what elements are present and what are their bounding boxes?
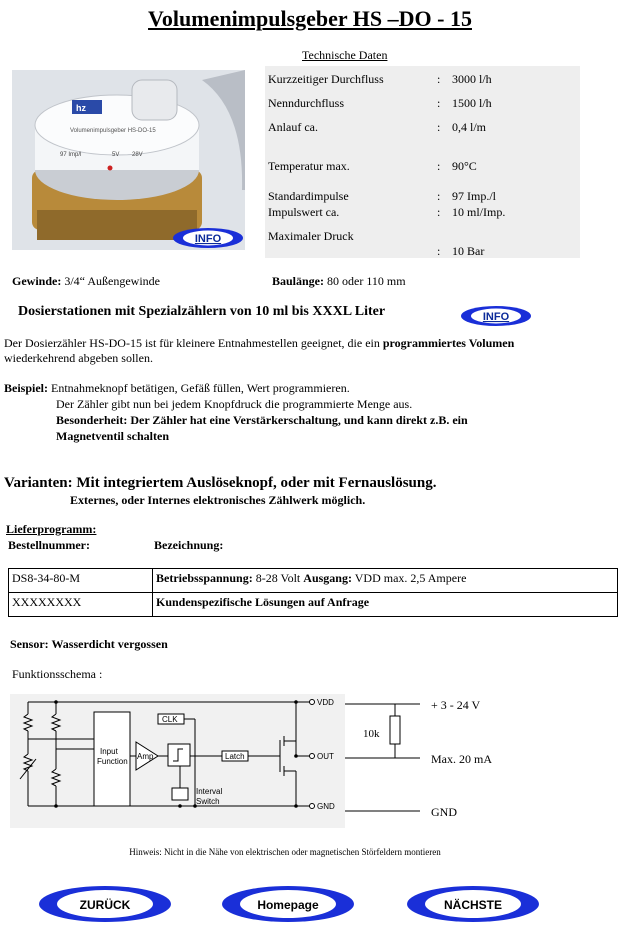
beispiel-line-2: Der Zähler gibt nun bei jedem Knopfdruck die programmierte Menge aus.: [56, 397, 413, 411]
gewinde-label: Gewinde:: [12, 274, 62, 288]
spec-colon: :: [437, 72, 441, 86]
order-table: [8, 568, 618, 617]
spec-label: Standardimpulse: [268, 189, 349, 203]
varianten-line-1: Varianten: Mit integriertem Auslöseknopf, oder mit Fernauslösung.: [4, 475, 437, 491]
intro-paragraph: [4, 336, 604, 366]
spec-value: 0,4 l/m: [452, 120, 487, 134]
baulaenge-label: Baulänge:: [272, 274, 325, 288]
info-label: INFO: [482, 311, 510, 323]
spec-value: 90°C: [452, 159, 477, 173]
next-label: NÄCHSTE: [443, 898, 503, 912]
schema-interval-label: Interval: [196, 787, 223, 796]
funktion-label: Funktionsschema :: [12, 667, 103, 681]
schema-latch-label: Latch: [225, 752, 245, 761]
spec-label: Anlauf ca.: [268, 120, 318, 134]
spec-value: 10 ml/Imp.: [452, 205, 506, 219]
spec-colon: :: [437, 205, 441, 219]
home-label: Homepage: [257, 898, 319, 912]
meter-illustration: [12, 70, 245, 250]
gnd-label: GND: [431, 805, 457, 819]
order-number: XXXXXXXX: [9, 593, 153, 617]
spec-value: 3000 l/h: [452, 72, 492, 86]
next-button[interactable]: [406, 885, 541, 923]
info-label: INFO: [194, 233, 222, 245]
order-description: [153, 569, 618, 593]
info-button-photo[interactable]: [172, 227, 244, 249]
order-description: [153, 593, 618, 617]
schema-vdd-label: VDD: [317, 698, 334, 707]
spec-value: 97 Imp./l: [452, 189, 496, 203]
beispiel-line-4: Magnetventil schalten: [56, 429, 169, 443]
schema-input-label: Input: [100, 747, 118, 756]
intro-text-2: wiederkehrend abgeben sollen.: [4, 351, 153, 365]
liefer-col-bestellnummer: Bestellnummer:: [8, 538, 90, 552]
meter-label-imp: 97 Imp/l: [60, 152, 82, 158]
schema-function-label: Function: [97, 757, 128, 766]
spec-value: 10 Bar: [452, 244, 485, 258]
spec-label: Temperatur max.: [268, 159, 350, 173]
beispiel-label: Beispiel:: [4, 381, 48, 395]
desc-bold-2: Ausgang:: [303, 571, 352, 585]
intro-bold: programmiertes Volumen: [382, 336, 515, 350]
table-row: [9, 569, 618, 593]
beispiel-line-1: Entnahmeknopf betätigen, Gefäß füllen, Wert programmieren.: [48, 381, 350, 395]
spec-value: 1500 l/h: [452, 96, 492, 110]
beispiel-line-3: Besonderheit: Der Zähler hat eine Verstärkerschaltung, und kann direkt z.B. ein: [56, 413, 468, 427]
max-current-label: Max. 20 mA: [431, 752, 492, 766]
spec-label: Maximaler Druck: [268, 229, 354, 243]
schema-out-label: OUT: [317, 752, 334, 761]
schema-amp-label: Amp: [137, 752, 154, 761]
gewinde-line: [12, 274, 160, 289]
order-number: DS8-34-80-M: [9, 569, 153, 593]
supply-label: + 3 - 24 V: [431, 698, 481, 712]
spec-label: Nenndurchfluss: [268, 96, 344, 110]
meter-label: Volumenimpulsgeber HS-DO-15: [70, 128, 156, 134]
spec-colon: :: [437, 159, 441, 173]
svg-text:hz: hz: [76, 103, 86, 113]
schema-gnd-label: GND: [317, 802, 335, 811]
product-photo: [12, 70, 245, 250]
baulaenge-value: 80 oder 110 mm: [324, 274, 406, 288]
table-row: [9, 593, 618, 617]
schema-clk-label: CLK: [162, 715, 178, 724]
liefer-heading: Lieferprogramm:: [6, 522, 97, 536]
spec-colon: :: [437, 189, 441, 203]
page-title: Volumenimpulsgeber HS –DO - 15: [148, 6, 472, 31]
desc-text-1: 8-28 Volt: [252, 571, 304, 585]
resistor-label: 10k: [363, 728, 380, 740]
schematic-svg: [10, 694, 345, 828]
gewinde-value: 3/4“ Außengewinde: [61, 274, 160, 288]
spec-label: Kurzzeitiger Durchfluss: [268, 72, 384, 86]
meter-label-5v: 5V: [112, 152, 120, 158]
meter-label-28v: 28V: [132, 152, 143, 158]
external-wiring: [345, 694, 420, 824]
back-label: ZURÜCK: [79, 898, 131, 912]
function-schematic: [10, 694, 345, 828]
spec-colon: :: [437, 120, 441, 134]
liefer-col-bezeichnung: Bezeichnung:: [154, 538, 224, 552]
info-button-dosier[interactable]: [460, 305, 532, 327]
sensor-line: Sensor: Wasserdicht vergossen: [10, 637, 168, 651]
desc-text-2: VDD max. 2,5 Ampere: [351, 571, 467, 585]
varianten-line-2: Externes, oder Internes elektronisches Zählwerk möglich.: [70, 493, 366, 507]
schema-switch-label: Switch: [196, 797, 220, 806]
beispiel-block: [4, 380, 604, 444]
back-button[interactable]: [38, 885, 173, 923]
tech-data-box: [265, 66, 580, 258]
desc-bold-1: Betriebsspannung:: [156, 571, 253, 585]
dosier-heading: Dosierstationen mit Spezialzählern von 10 ml bis XXXL Liter: [18, 304, 386, 319]
spec-colon: :: [437, 96, 441, 110]
tech-data-heading: Technische Daten: [302, 48, 388, 62]
desc-bold-1: Kundenspezifische Lösungen auf Anfrage: [156, 595, 370, 609]
spec-colon: :: [437, 244, 441, 258]
intro-text: Der Dosierzähler HS-DO-15 ist für kleinere Entnahmestellen geeignet, die ein: [4, 336, 383, 350]
spec-label: Impulswert ca.: [268, 205, 340, 219]
hinweis-note: Hinweis: Nicht in die Nähe von elektrischen oder magnetischen Störfeldern montieren: [129, 847, 441, 857]
baulaenge-line: [272, 274, 406, 289]
home-button[interactable]: [221, 885, 356, 923]
